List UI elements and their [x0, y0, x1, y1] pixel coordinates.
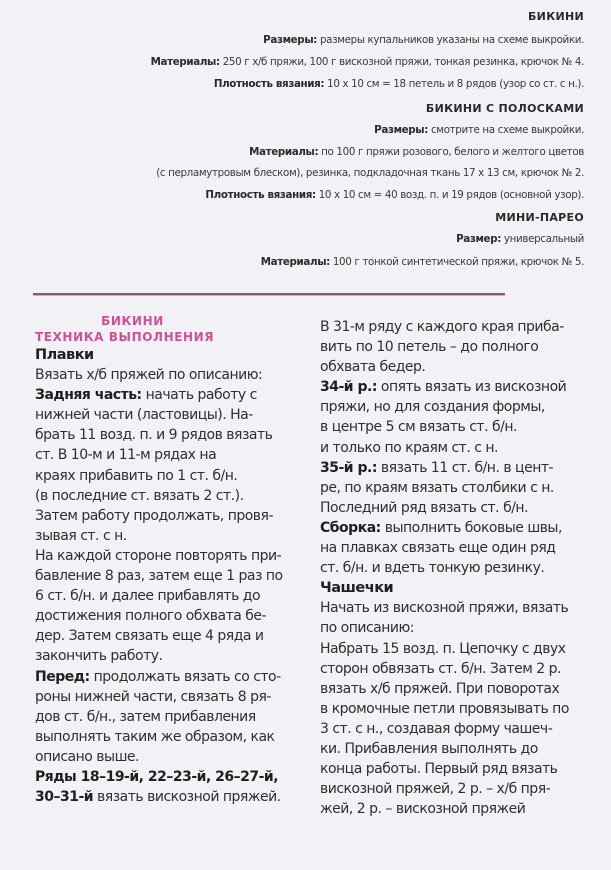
bold-term: Ряды 18–19-й, 22–23-й, 26–27-й, — [35, 768, 279, 785]
line-text: обхвата бедер. — [320, 359, 426, 376]
text-line — [320, 438, 610, 458]
line-text: сторон обвязать ст. б/н. Затем 2 р. — [320, 660, 561, 677]
text-line — [320, 357, 610, 377]
materials-block — [0, 0, 611, 280]
line-text: зывая ст. с н. — [35, 527, 127, 544]
line-text: продолжать вязать со сто- — [89, 668, 281, 685]
text-line — [35, 385, 310, 405]
line-text: выполнять таким же образом, как — [35, 728, 275, 745]
value: размеры купальников указаны на схеме выкройки. — [317, 34, 584, 46]
line-text: Вязать х/б пряжей по описанию: — [35, 367, 263, 384]
line-text: в кромочные петли провязывать по — [320, 700, 569, 717]
text-line — [35, 425, 310, 445]
text-line — [35, 747, 310, 767]
label: Плотность вязания: — [205, 189, 316, 201]
striped-bikini-density — [205, 189, 584, 202]
instructions-left-column — [35, 313, 310, 807]
bold-term: Задняя часть: — [35, 387, 142, 404]
instructions-right-column — [320, 317, 610, 819]
subsection-heading — [320, 578, 610, 598]
text-line — [35, 667, 310, 687]
label: Материалы: — [260, 256, 330, 268]
line-text: опять вязать из вискозной — [376, 379, 567, 396]
text-line — [320, 598, 610, 618]
line-text: в центре 5 см вязать ст. б/н. — [320, 419, 517, 436]
subsection-heading — [35, 345, 310, 365]
bold-term: Плавки — [35, 347, 94, 363]
value: 250 г х/б пряжи, 100 г вискозной пряжи, тонкая резинка, крючок № 4. — [219, 56, 584, 68]
line-text: дов ст. б/н., затем прибавления — [35, 708, 256, 725]
text-line — [35, 586, 310, 606]
text-line — [320, 458, 610, 478]
value: смотрите на схеме выкройки. — [428, 124, 584, 136]
text-line — [320, 739, 610, 759]
text-line — [35, 445, 310, 465]
line-text: вязать 11 ст. б/н. в цент- — [376, 459, 554, 476]
value: 100 г тонкой синтетической пряжи, крючок № 5. — [329, 256, 584, 268]
text-line — [320, 699, 610, 719]
value: 10 х 10 см = 40 возд. п. и 19 рядов (основной узор). — [315, 189, 584, 201]
value: 10 х 10 см = 18 петель и 8 рядов (узор со ст. с н.). — [324, 78, 584, 90]
line-text: Начать из вискозной пряжи, вязать — [320, 600, 569, 617]
line-text: бавление 8 раз, затем еще 1 раз по — [35, 568, 283, 585]
text-line — [320, 478, 610, 498]
text-line — [35, 486, 310, 506]
text-line — [320, 659, 610, 679]
striped-bikini-title: БИКИНИ С ПОЛОСКАМИ — [425, 102, 584, 115]
text-line — [35, 727, 310, 747]
bold-term: Сборка: — [320, 519, 381, 536]
mini-pareo-size — [456, 233, 584, 246]
text-line — [35, 546, 310, 566]
bikini-title: БИКИНИ — [528, 10, 584, 23]
line-text: пряжи, но для создания формы, — [320, 399, 545, 416]
text-line — [320, 377, 610, 397]
line-text: закончить работу. — [35, 648, 163, 665]
text-line — [320, 759, 610, 779]
text-line — [35, 506, 310, 526]
line-text: и только по краям ст. с н. — [320, 439, 498, 456]
text-line — [35, 707, 310, 727]
mini-pareo-title: МИНИ-ПАРЕО — [495, 211, 584, 224]
text-line — [35, 566, 310, 586]
line-text: Последний ряд вязать ст. б/н. — [320, 499, 529, 516]
line-text: достижения полного обхвата бе- — [35, 608, 267, 625]
line-text: 6 ст. б/н. и далее прибавлять до — [35, 588, 261, 605]
text-line — [35, 606, 310, 626]
mini-pareo-materials — [261, 256, 584, 269]
line-text: ки. Прибавления выполнять до — [320, 740, 538, 757]
line-text: ре, по краям вязать столбики с н. — [320, 479, 554, 496]
bikini-materials — [151, 56, 584, 69]
line-text: описано выше. — [35, 748, 139, 765]
label: Размеры: — [263, 34, 318, 46]
line-text: нижней части (ластовицы). На- — [35, 407, 253, 424]
striped-bikini-materials-cont: (с перламутровым блеском), резинка, подкладочная ткань 17 х 13 см, крючок № 2. — [156, 167, 584, 179]
line-text: ст. б/н. и вдеть тонкую резинку. — [320, 560, 545, 577]
text-line — [320, 538, 610, 558]
line-text: В 31-м ряду с каждого края приба- — [320, 319, 564, 335]
text-line — [35, 626, 310, 646]
line-text: начать работу с — [141, 387, 257, 404]
text-line — [320, 618, 610, 638]
label: Материалы: — [150, 56, 220, 68]
text-line — [320, 498, 610, 518]
bikini-density — [214, 78, 584, 91]
line-text: по описанию: — [320, 620, 415, 637]
label: Размер: — [456, 233, 501, 245]
line-text: выполнить боковые швы, — [380, 519, 562, 536]
text-line — [35, 466, 310, 486]
bold-term: Чашечки — [320, 580, 394, 597]
striped-bikini-materials — [249, 146, 584, 159]
text-line — [320, 337, 610, 357]
section-subtitle: ТЕХНИКА ВЫПОЛНЕНИЯ — [35, 330, 215, 344]
bold-term: 30–31-й — [35, 789, 94, 806]
line-text: жей, 2 р. – вискозной пряжей — [320, 801, 526, 818]
value: универсальный — [500, 233, 584, 245]
line-text: конца работы. Первый ряд вязать — [320, 761, 558, 778]
text-line — [320, 639, 610, 659]
text-line — [320, 518, 610, 538]
text-line — [320, 679, 610, 699]
line-text: Набрать 15 возд. п. Цепочку с двух — [320, 640, 566, 657]
line-text: Затем работу продолжать, провя- — [35, 507, 274, 524]
section-divider — [33, 293, 505, 296]
text-line — [320, 799, 610, 819]
text-line — [320, 417, 610, 437]
line-text: роны нижней части, связать 8 ря- — [35, 688, 271, 705]
line-text: 3 ст. с н., создавая форму чашеч- — [320, 720, 553, 737]
bold-term: 35-й р.: — [320, 459, 377, 476]
line-text: брать 11 возд. п. и 9 рядов вязать — [35, 427, 273, 444]
text-line — [35, 365, 310, 385]
text-line — [35, 405, 310, 425]
section-title: БИКИНИ — [101, 314, 164, 328]
text-line — [35, 526, 310, 546]
line-text: вязать вискозной пряжей. — [93, 789, 281, 806]
bikini-sizes — [263, 34, 584, 47]
text-line — [320, 317, 610, 337]
text-line — [320, 779, 610, 799]
line-text: вязать х/б пряжей. При поворотах — [320, 680, 560, 697]
bold-term: 34-й р.: — [320, 379, 377, 396]
bold-term: Перед: — [35, 668, 90, 685]
label: Размеры: — [374, 124, 429, 136]
text-line — [35, 767, 310, 787]
striped-bikini-sizes — [374, 124, 584, 137]
text-line — [320, 397, 610, 417]
text-line — [320, 719, 610, 739]
value: по 100 г пряжи розового, белого и желтого цветов — [318, 146, 584, 158]
line-text: вить по 10 петель – до полного — [320, 339, 539, 356]
line-text: (в последние ст. вязать 2 ст.). — [35, 487, 244, 504]
label: Плотность вязания: — [213, 78, 325, 90]
line-text: краях прибавить по 1 ст. б/н. — [35, 467, 238, 484]
text-line — [35, 787, 310, 807]
line-text: ст. В 10-м и 11-м рядах на — [35, 447, 217, 464]
text-line — [35, 687, 310, 707]
label: Материалы: — [249, 146, 319, 158]
line-text: вискозной пряжей, 2 р. – х/б пря- — [320, 781, 551, 798]
text-line — [35, 646, 310, 666]
line-text: На каждой стороне повторять при- — [35, 547, 282, 564]
line-text: на плавках связать еще один ряд — [320, 540, 556, 557]
line-text: дер. Затем связать еще 4 ряда и — [35, 628, 264, 645]
text-line — [320, 558, 610, 578]
